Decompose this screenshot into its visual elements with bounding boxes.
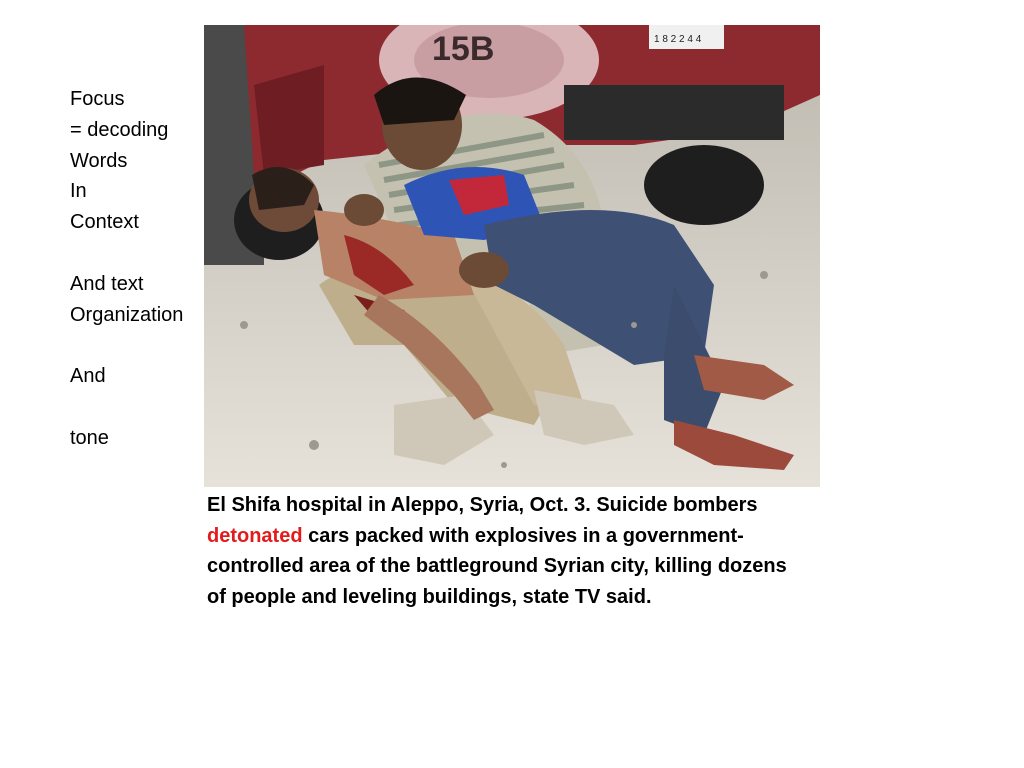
news-photo	[204, 25, 820, 487]
caption-text-after: cars packed with explosives in a government-controlled area of the battleground Syrian city, killing dozens of people and leveling buildings, state TV said.	[207, 524, 787, 609]
side-notes	[70, 84, 210, 454]
photo-caption	[207, 490, 807, 613]
note-line: In	[70, 180, 87, 203]
note-line: tone	[70, 426, 109, 449]
note-line: = decoding	[70, 118, 169, 141]
note-line	[70, 330, 210, 361]
note-line	[70, 238, 210, 269]
note-line	[70, 392, 210, 423]
note-line: And text	[70, 272, 144, 295]
note-line: Focus	[70, 88, 125, 110]
caption-highlight: detonated	[207, 524, 303, 547]
caption-text-before: El Shifa hospital in Aleppo, Syria, Oct. 3. Suicide bombers	[207, 494, 758, 516]
license-text: 1 8 2 2 4 4	[654, 34, 702, 45]
note-line: Context	[70, 211, 139, 234]
plate-text: 15B	[432, 30, 495, 68]
note-line: And	[70, 365, 106, 388]
note-line: Organization	[70, 303, 184, 326]
photo-illustration	[204, 25, 820, 487]
note-line: Words	[70, 149, 128, 172]
